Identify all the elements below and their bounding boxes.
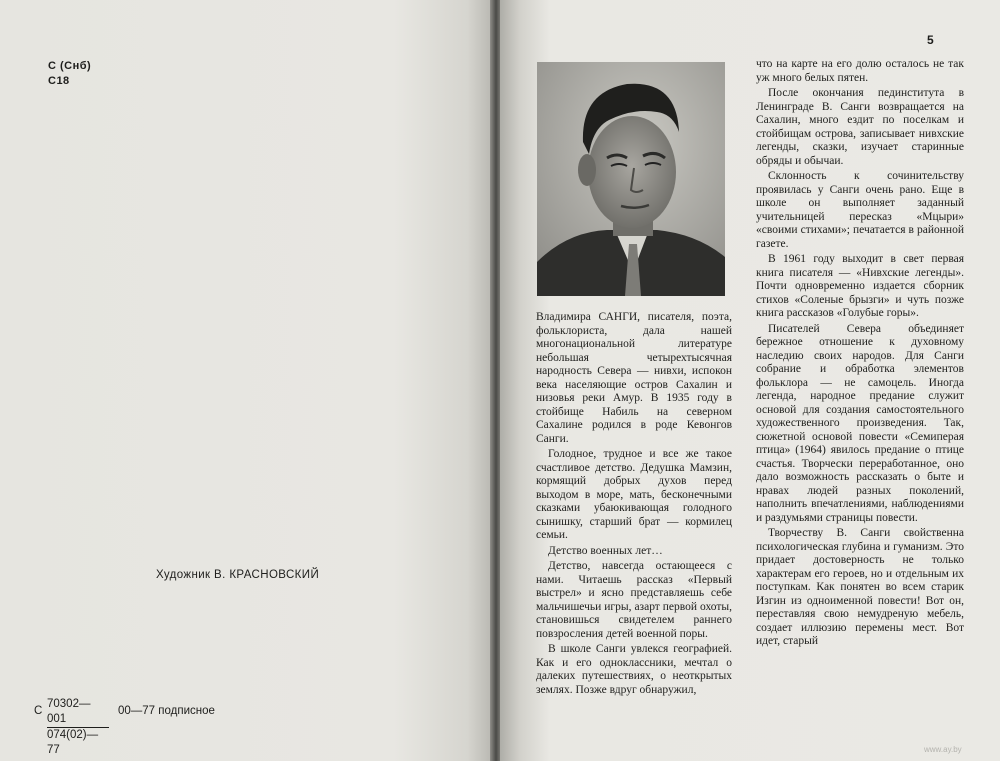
paragraph: Голодное, трудное и все же такое счастливое детство. Дедушка Мамзин, кормящий добрых духов перед выходом в море, мать, бесконечными сказками убаюкивающая голодного сынишку, старший брат — кормилец семьи. bbox=[536, 448, 732, 541]
page-number: 5 bbox=[927, 33, 934, 47]
classification-code: С (Снб) bbox=[48, 60, 92, 72]
author-portrait bbox=[537, 62, 725, 296]
paragraph: После окончания пединститута в Ленинграде В. Санги возвращается на Сахалин, много ездит по поселкам и стойбищам острова, записывает нивхские легенды, сказки, изучает старинные обряды и обычаи. bbox=[756, 87, 964, 167]
imprint-prefix: С bbox=[34, 705, 43, 717]
imprint-denominator: 074(02)—77 bbox=[47, 729, 99, 756]
paragraph: Творчеству В. Санги свойственна психологическая глубина и гуманизм. Это придает достоверность не только характерам его героев, но и отдельным их поступкам. Как понятен во всем старик Изгин из одноименной повести! Вот он, переставляя свою немудреную мебель, создает иллюзию перемены мест. Вот идет, старый bbox=[756, 527, 964, 647]
imprint-suffix: 00—77 подписное bbox=[118, 705, 215, 717]
article-column-right bbox=[756, 58, 964, 651]
paragraph: Детство, навсегда остающееся с нами. Читаешь рассказ «Первый выстрел» и ясно представляешь себе мальчишечьи игры, азарт первой охоты, становишься свидетелем раннего повзросления детей военной поры. bbox=[536, 560, 732, 640]
imprint-fraction bbox=[47, 697, 109, 758]
paragraph: Владимира САНГИ, писателя, поэта, фольклориста, дала нашей многонациональной литературе небольшая четырехтысячная народность Севера — нивхи, испокон века населяющие остров Сахалин и низовья реки Амур. В 1935 году в стойбище Набиль на северном Сахалине родился в роде Кевонгов Санги. bbox=[536, 311, 732, 445]
artist-credit: Художник В. КРАСНОВСКИЙ bbox=[156, 569, 320, 581]
article-column-left bbox=[536, 311, 732, 699]
left-page bbox=[0, 0, 492, 761]
imprint-numerator: 70302—001 bbox=[47, 697, 109, 728]
paragraph: В 1961 году выходит в свет первая книга писателя — «Нивхские легенды». Почти одновременно издается сборник стихов «Соленые брызги» и чуть позже книга рассказов «Голубые горы». bbox=[756, 253, 964, 319]
paragraph: Склонность к сочинительству проявилась у Санги очень рано. Еще в школе он выполняет заданный учительницей пересказ «Мцыри» «своими стихами»; печатается в районной газете. bbox=[756, 170, 964, 250]
paragraph: что на карте на его долю осталось не так уж много белых пятен. bbox=[756, 58, 964, 84]
watermark: www.ay.by bbox=[924, 745, 962, 754]
paragraph: Писателей Севера объединяет бережное отношение к духовному наследию своих народов. Для Санги собрание и обработка элементов фольклора — не самоцель. Иногда легенда, народное предание служит основой для создания самостоятельного художественного произведения. Так, сюжетной основой повести «Семиперая птица» (1964) явилось предание о птице счастья. Творчески переработанное, оно дало возможность рассказать о быте и нравах людей разных поколений, наполнить впечатлениями, наблюдениями и раздумьями страницы повести. bbox=[756, 322, 964, 524]
author-code: С18 bbox=[48, 75, 70, 87]
paragraph: В школе Санги увлекся географией. Как и его одноклассники, мечтал о далеких путешествиях, о неоткрытых землях. Позже вдруг обнаружил, bbox=[536, 643, 732, 696]
paragraph: Детство военных лет… bbox=[548, 544, 663, 557]
